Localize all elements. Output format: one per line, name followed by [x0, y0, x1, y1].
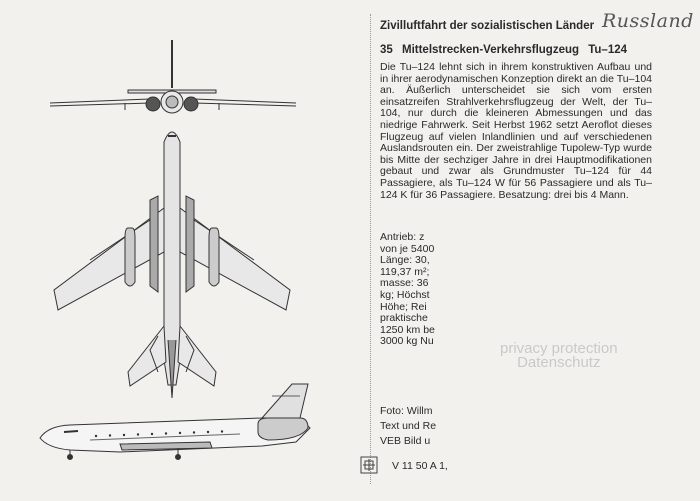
credit-line: VEB Bild u [380, 435, 431, 447]
credit-line: Foto: Willm [380, 405, 433, 417]
top-view-drawing [54, 132, 290, 398]
privacy-watermark [500, 342, 618, 370]
technical-specs [380, 232, 456, 348]
column-divider [370, 14, 371, 484]
handwritten-note: Russland [602, 10, 694, 32]
spec-line: Länge: 30, [380, 254, 430, 267]
credit-line: Text und Re [380, 420, 437, 432]
aircraft-description: Die Tu–124 lehnt sich in ihrem konstruktiven Aufbau und in ihrer aerodynamischen Konzeption direkt an die Tu–104 an. Äußerlich unterscheidet sie sich vom ersten einsatzreifen Strahlverkehrsflugzeug der Welt, der Tu–104, nur durch die kleineren Abmessungen und das niedrige Fahrwerk. Seit Herbst 1962 setzt Aeroflot dieses Flugzeug auf vielen Inlandlinien und auf verschiedenen Auslandsrouten ein. Der zweistrahlige Tupolew-Typ wurde bis Mitte der sechziger Jahre in drei Hauptmodifikationen gebaut und zwar als Grundmuster Tu–124 für 44 Passagiere, als Tu–124 W für 56 Passagiere und als Tu–124 K für 36 Passagiere. Besatzung: drei bis 4 Mann. [380, 61, 652, 201]
aircraft-heading-line [380, 44, 633, 56]
credits [380, 404, 454, 449]
card-number: 35 [380, 44, 393, 56]
aircraft-type: Tu–124 [588, 44, 628, 56]
front-view-drawing [50, 40, 296, 113]
watermark-line: privacy protection [500, 340, 618, 357]
series-title: Zivilluftfahrt der sozialistischen Länder [380, 20, 595, 32]
watermark-line: Datenschutz [517, 354, 601, 371]
spec-line: von je 5400 [380, 242, 435, 255]
spec-line: Höhe; Rei [380, 300, 427, 313]
catalog-number: V 11 50 A 1, [392, 460, 448, 472]
spec-line: masse: 36 [380, 277, 429, 290]
side-view-drawing [40, 384, 310, 460]
spec-line: kg; Höchst [380, 288, 430, 301]
spec-line: 1250 km be [380, 323, 435, 336]
spec-line: praktische [380, 312, 428, 325]
spec-line: 119,37 m²; [380, 265, 430, 278]
publisher-logo-icon [360, 456, 378, 474]
aircraft-heading: Mittelstrecken-Verkehrsflugzeug [402, 44, 580, 56]
spec-line: 3000 kg Nu [380, 335, 434, 348]
spec-line: Antrieb: z [380, 232, 425, 243]
